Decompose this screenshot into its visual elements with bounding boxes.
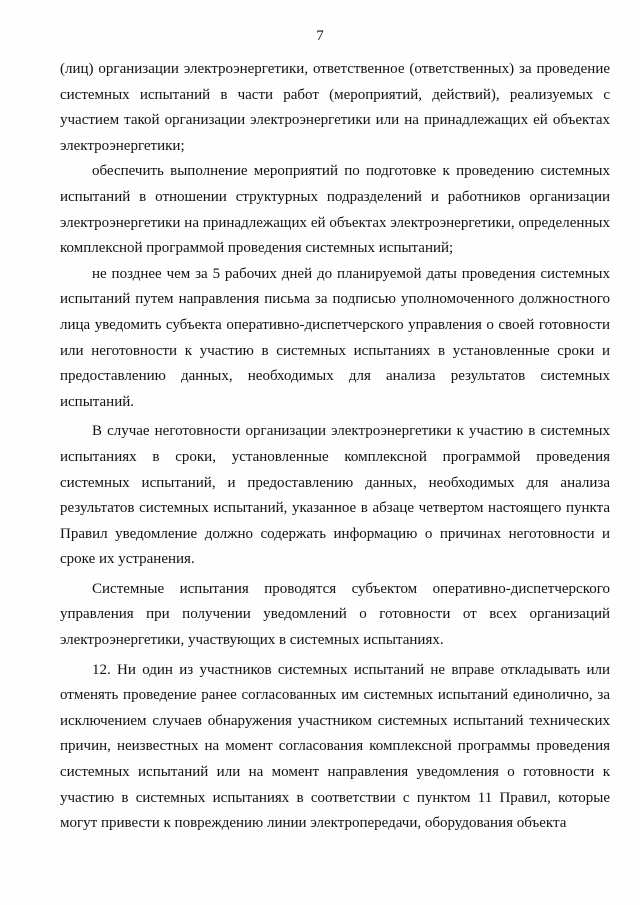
paragraph-preparation: обеспечить выполнение мероприятий по подготовке к проведению системных испытаний в отношении структурных подразделений и работников организации электроэнергетики на принадлежащих ей объектах электроэнергетики, определенных комплексной программой проведения системных испытаний; xyxy=(60,163,610,257)
paragraph-continuation: (лиц) организации электроэнергетики, ответственное (ответственных) за проведение системных испытаний в части работ (мероприятий, действий), реализуемых с участием такой организации электроэнергетики или на принадлежащих ей объектах электроэнергетики; xyxy=(60,61,610,154)
page-number: 7 xyxy=(316,28,324,44)
paragraph-testing-conducted: Системные испытания проводятся субъектом оперативно-диспетчерского управления при получении уведомлений о готовности от всех организаций электроэнергетики, участвующих в системных испытаниях. xyxy=(60,580,610,649)
paragraph-notification: не позднее чем за 5 рабочих дней до планируемой даты проведения системных испытаний путем направления письма за подписью уполномоченного должностного лица уведомить субъекта оперативно-диспетчерского управления о своей готовности или неготовности к участию в системных испытаниях в установленные сроки и предоставлению данных, необходимых для анализа результатов системных испытаний. xyxy=(60,265,610,410)
paragraph-item-12: 12. Ни один из участников системных испытаний не вправе откладывать или отменять проведение ранее согласованных им системных испытаний единолично, за исключением случаев обнаружения участником системных испытаний технических причин, неизвестных на момент согласования комплексной программы проведения системных испытаний или на момент направления уведомления о готовности к участию в системных испытаниях в соответствии с пунктом 11 Правил, которые могут привести к повреждению линии электропередачи, оборудования объекта xyxy=(60,661,610,832)
paragraph-unreadiness: В случае неготовности организации электроэнергетики к участию в системных испытаниях в сроки, установленные комплексной программой проведения системных испытаний, и предоставлению данных, необходимых для анализа результатов системных испытаний, указанное в абзаце четвертом настоящего пункта Правил уведомление должно содержать информацию о причинах неготовности и сроке их устранения. xyxy=(60,423,610,568)
document-body xyxy=(60,57,610,837)
